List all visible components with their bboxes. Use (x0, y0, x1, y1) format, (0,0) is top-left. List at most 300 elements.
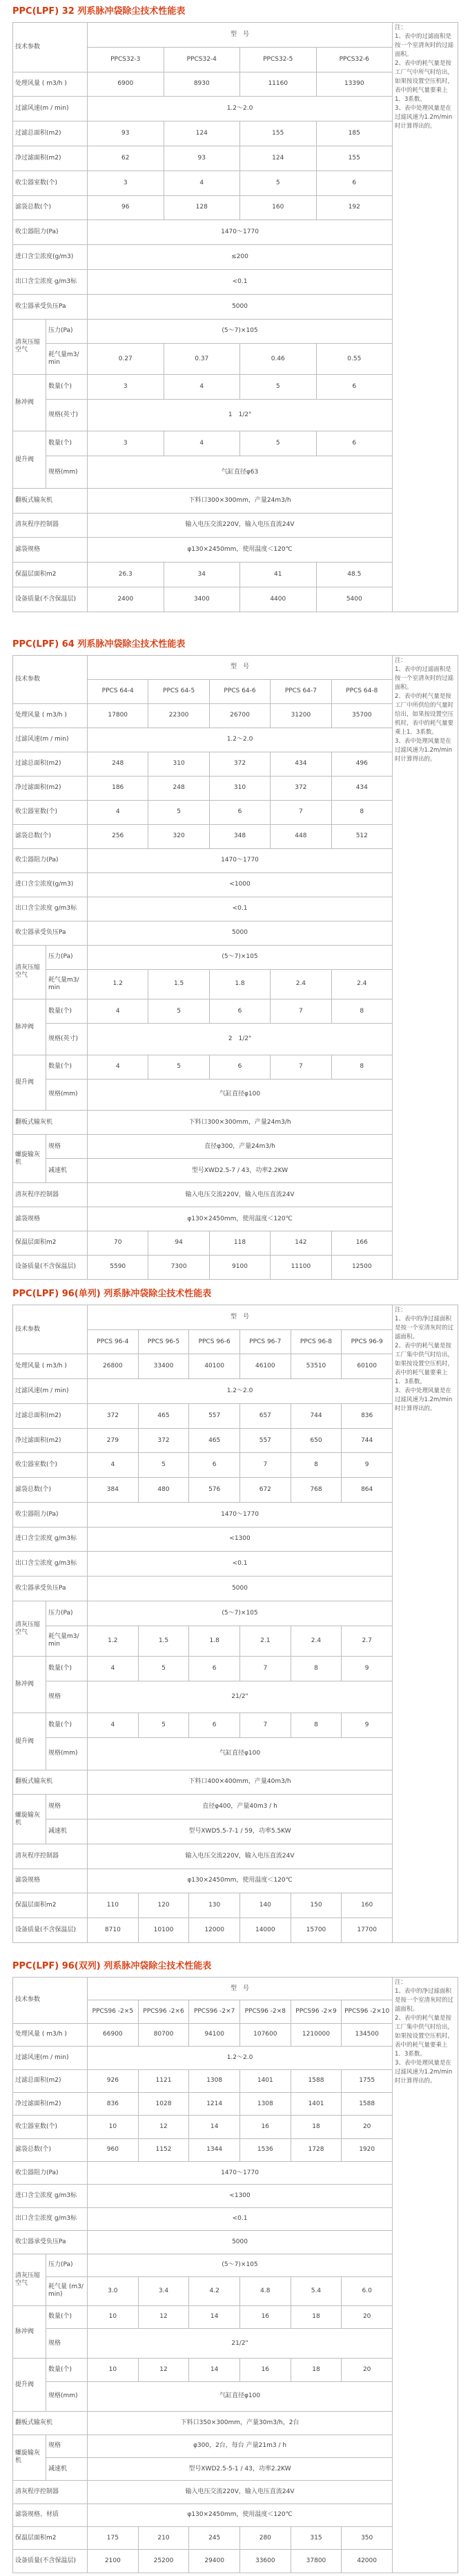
spanning-value: <0.1 (88, 2207, 393, 2230)
model-name: PPCS32-4 (164, 47, 240, 72)
cell-value: 434 (331, 776, 392, 800)
cell-value: 10100 (138, 1918, 189, 1943)
cell-value: 836 (342, 1403, 393, 1428)
table-row (13, 2254, 458, 2276)
sub-label: 数量(个) (46, 2359, 88, 2381)
sub-label: 规格 (46, 1681, 88, 1713)
spanning-value: 1.2～2.0 (88, 728, 393, 752)
cell-value: 35700 (331, 703, 392, 728)
row-label: 滤袋总数(个) (13, 824, 88, 848)
cell-value: 310 (209, 776, 270, 800)
group-label: 螺旋输灰机 (13, 2434, 46, 2481)
model-name: PPCS 64-7 (271, 679, 331, 703)
cell-value: 5 (148, 800, 209, 824)
cell-value: 8 (331, 800, 392, 824)
cell-value: 12500 (331, 1255, 392, 1279)
sub-label: 耗气量m3/min (46, 969, 88, 999)
cell-value: 384 (88, 1478, 139, 1503)
cell-value: 34 (164, 563, 240, 587)
row-label: 保温层面积m2 (13, 563, 88, 587)
cell-value: 10 (88, 2305, 139, 2328)
cell-value: 836 (88, 2092, 139, 2115)
cell-value: 3 (88, 375, 164, 400)
cell-value: 12000 (189, 1918, 240, 1943)
table-row (13, 1183, 458, 1207)
group-label: 螺旋输灰机 (13, 1795, 46, 1844)
spanning-value: 下料口300×300mm，产量24m3/h (88, 1111, 393, 1135)
cell-value: 3 (88, 431, 164, 456)
spanning-value: <0.1 (88, 1552, 393, 1577)
cell-value: 1214 (189, 2092, 240, 2115)
table-row (13, 2412, 458, 2434)
cell-value: 4.2 (189, 2276, 240, 2305)
cell-value: 10 (88, 2359, 139, 2381)
cell-value: 8 (291, 1713, 342, 1738)
cell-value: 9 (342, 1453, 393, 1478)
cell-value: 4 (88, 1713, 139, 1738)
row-label: 翻板式输灰机 (13, 2412, 88, 2434)
cell-value: 1588 (291, 2069, 342, 2092)
param-header: 技术参数 (13, 656, 88, 704)
model-name: PPCS96 -2×9 (291, 2000, 342, 2023)
spanning-value: (5～7)×105 (88, 1601, 393, 1626)
cell-value: 17700 (342, 1918, 393, 1943)
spec-section (12, 638, 458, 1280)
spanning-value: 气缸直径φ100 (88, 1738, 393, 1770)
cell-value: 496 (331, 752, 392, 776)
param-header: 技术参数 (13, 1305, 88, 1354)
table-row (13, 2434, 458, 2457)
row-label: 净过滤面积(m2) (13, 146, 88, 170)
model-name: PPCS 96-7 (239, 1329, 291, 1354)
spanning-value: φ130×2450mm，使用温度＜120℃ (88, 1207, 393, 1231)
cell-value: 70 (88, 1231, 148, 1255)
cell-value: 42000 (342, 2550, 393, 2573)
notes-cell (393, 1978, 458, 2573)
cell-value: 6 (189, 1657, 240, 1681)
row-label: 收尘器承受负压Pa (13, 2231, 88, 2254)
cell-value: 5.4 (291, 2276, 342, 2305)
spanning-value: 下料口350×300mm，产量30m3/h，2台 (88, 2412, 393, 2434)
table-row (13, 2381, 458, 2411)
table-row (13, 2047, 458, 2069)
group-label: 清灰压缩空气 (13, 1601, 46, 1656)
cell-value: 926 (88, 2069, 139, 2092)
table-row (13, 2069, 458, 2092)
notes-cell (393, 656, 458, 1280)
row-label: 收尘器室数(个) (13, 1453, 88, 1478)
spanning-value: 2 1/2" (88, 1024, 393, 1055)
cell-value: 22300 (148, 703, 209, 728)
cell-value: 11100 (271, 1255, 331, 1279)
table-row (13, 146, 458, 170)
row-label: 出口含尘浓度 g/m3标 (13, 897, 88, 921)
row-label: 设备质量(不含保温层) (13, 1255, 88, 1279)
spec-table (12, 1977, 458, 2573)
cell-value: 1210000 (291, 2023, 342, 2046)
table-row (13, 1552, 458, 1577)
table-row (13, 752, 458, 776)
sub-label: 数量(个) (46, 1713, 88, 1738)
cell-value: 62 (88, 146, 164, 170)
section-title: PPC(LPF) 64 列系脉冲袋除尘技术性能表 (12, 639, 186, 650)
sub-label: 数量(个) (46, 431, 88, 456)
sub-label: 压力(Pa) (46, 319, 88, 344)
row-label: 净过滤面积(m2) (13, 1428, 88, 1453)
header-row (13, 1978, 458, 2000)
table-row (13, 2023, 458, 2046)
cell-value: 33400 (138, 1354, 189, 1379)
spec-table (12, 22, 458, 612)
cell-value: 140 (239, 1893, 291, 1918)
cell-value: 110 (88, 1893, 139, 1918)
table-row (13, 2138, 458, 2161)
row-label: 收尘器阻力(Pa) (13, 220, 88, 245)
sub-label: 规格 (46, 1135, 88, 1159)
spanning-value: 5000 (88, 1577, 393, 1601)
cell-value: 744 (291, 1403, 342, 1428)
spanning-value: 21/2" (88, 1681, 393, 1713)
table-row (13, 245, 458, 270)
spanning-value: 直径φ300，产量24m3/h (88, 1135, 393, 1159)
sub-label: 规格 (46, 2328, 88, 2358)
cell-value: 6 (209, 800, 270, 824)
cell-value: 7 (271, 800, 331, 824)
table-row (13, 1868, 458, 1893)
cell-value: 128 (164, 195, 240, 220)
row-label: 净过滤面积(m2) (13, 2092, 88, 2115)
cell-value: 672 (239, 1478, 291, 1503)
cell-value: 348 (209, 824, 270, 848)
cell-value: 372 (209, 752, 270, 776)
cell-value: 5 (240, 431, 317, 456)
table-row (13, 969, 458, 999)
cell-value: 66900 (88, 2023, 139, 2046)
cell-value: 960 (88, 2138, 139, 2161)
cell-value: 1121 (138, 2069, 189, 2092)
group-label: 脉冲阀 (13, 375, 46, 431)
cell-value: 26800 (88, 1354, 139, 1379)
spanning-value: 1 1/2" (88, 399, 393, 431)
group-label: 提升阀 (13, 1713, 46, 1770)
cell-value: 9 (342, 1657, 393, 1681)
table-row (13, 220, 458, 245)
spanning-value: <0.1 (88, 897, 393, 921)
cell-value: 5 (138, 1453, 189, 1478)
table-row (13, 2328, 458, 2358)
cell-value: 12 (138, 2359, 189, 2381)
table-row (13, 728, 458, 752)
cell-value: 160 (240, 195, 317, 220)
cell-value: 175 (88, 2527, 139, 2550)
model-name: PPCS32-5 (240, 47, 317, 72)
cell-value: 10 (88, 2116, 139, 2138)
table-row (13, 195, 458, 220)
table-row (13, 1819, 458, 1844)
table-row (13, 1379, 458, 1404)
cell-value: 465 (138, 1403, 189, 1428)
cell-value: 13390 (316, 72, 393, 97)
sub-label: 数量(个) (46, 1055, 88, 1079)
model-name: PPCS 64-5 (148, 679, 209, 703)
param-header: 技术参数 (13, 1978, 88, 2024)
model-name: PPCS32-6 (316, 47, 393, 72)
model-name: PPCS 96-9 (342, 1329, 393, 1354)
cell-value: 185 (316, 121, 393, 146)
table-row (13, 1231, 458, 1255)
cell-value: 2.4 (331, 969, 392, 999)
cell-value: 3400 (164, 587, 240, 612)
table-row (13, 1478, 458, 1503)
cell-value: 5 (240, 375, 317, 400)
row-label: 翻板式输灰机 (13, 1770, 88, 1795)
table-row (13, 431, 458, 456)
cell-value: 3 (88, 170, 164, 195)
cell-value: 46100 (239, 1354, 291, 1379)
table-row (13, 2527, 458, 2550)
cell-value: 1308 (189, 2069, 240, 2092)
sub-label: 减速机 (46, 1159, 88, 1183)
cell-value: 2.4 (291, 1626, 342, 1657)
row-label: 设备质量(不含保温层) (13, 1918, 88, 1943)
cell-value: 1728 (291, 2138, 342, 2161)
sub-label: 数量(个) (46, 1657, 88, 1681)
spanning-value: 输入电压交流220V，输入电压直流24V (88, 2481, 393, 2504)
cell-value: 9 (342, 1713, 393, 1738)
cell-value: 8 (291, 1453, 342, 1478)
spanning-value: <1000 (88, 872, 393, 897)
row-label: 收尘器阻力(Pa) (13, 2162, 88, 2185)
sub-label: 规格(mm) (46, 1079, 88, 1110)
cell-value: 6900 (88, 72, 164, 97)
model-name: PPCS 64-8 (331, 679, 392, 703)
cell-value: 8 (291, 1657, 342, 1681)
model-header: 型 号 (88, 656, 393, 680)
spanning-value: 直径φ400，产量40m3 / h (88, 1795, 393, 1819)
row-label: 进口含尘浓度 g/m3标 (13, 1527, 88, 1552)
table-row (13, 800, 458, 824)
table-row (13, 2457, 458, 2480)
cell-value: 16 (239, 2359, 291, 2381)
cell-value: 4 (88, 800, 148, 824)
cell-value: 16 (239, 2305, 291, 2328)
spanning-value: 气缸直径φ100 (88, 2381, 393, 2411)
row-label: 处理风量 ( m3/h ) (13, 72, 88, 97)
cell-value: 1.2 (88, 1626, 139, 1657)
cell-value: 256 (88, 824, 148, 848)
cell-value: 20 (342, 2359, 393, 2381)
cell-value: 5590 (88, 1255, 148, 1279)
cell-value: 5 (148, 999, 209, 1024)
cell-value: 93 (88, 121, 164, 146)
row-label: 保温层面积m2 (13, 2527, 88, 2550)
cell-value: 248 (88, 752, 148, 776)
table-row (13, 344, 458, 375)
notes-title: 注： (395, 1307, 407, 1314)
cell-value: 4 (164, 431, 240, 456)
spanning-value: 输入电压交流220V，输入电压直流24V (88, 1844, 393, 1868)
model-name: PPCS96 -2×5 (88, 2000, 139, 2023)
sub-label: 数量(个) (46, 999, 88, 1024)
table-row (13, 945, 458, 969)
table-row (13, 1738, 458, 1770)
section-title: PPC(LPF) 96(单列) 列系脉冲袋除尘技术性能表 (12, 1289, 212, 1299)
cell-value: 0.37 (164, 344, 240, 375)
row-label: 处理风量 ( m3/h ) (13, 703, 88, 728)
cell-value: 248 (148, 776, 209, 800)
table-row (13, 2231, 458, 2254)
table-row (13, 1403, 458, 1428)
cell-value: 118 (209, 1231, 270, 1255)
spanning-value: 1470～1770 (88, 220, 393, 245)
header-row (13, 656, 458, 680)
row-label: 出口含尘浓度 g/m3标 (13, 1552, 88, 1577)
cell-value: 1.8 (189, 1626, 240, 1657)
cell-value: 768 (291, 1478, 342, 1503)
spanning-value: <1300 (88, 1527, 393, 1552)
table-row (13, 1770, 458, 1795)
row-label: 进口含尘浓度(g/m3) (13, 872, 88, 897)
cell-value: 33600 (239, 2550, 291, 2573)
table-row (13, 2359, 458, 2381)
cell-value: 26.3 (88, 563, 164, 587)
model-name: PPCS96 -2×10 (342, 2000, 393, 2023)
cell-value: 1.8 (209, 969, 270, 999)
sub-label: 规格(mm) (46, 456, 88, 489)
group-label: 脉冲阀 (13, 2305, 46, 2359)
cell-value: 29400 (189, 2550, 240, 2573)
notes-title: 注： (395, 1979, 407, 1986)
cell-value: 4400 (240, 587, 317, 612)
table-row (13, 121, 458, 146)
table-row (13, 488, 458, 513)
cell-value: 6 (189, 1713, 240, 1738)
table-row (13, 1681, 458, 1713)
cell-value: 2.1 (239, 1626, 291, 1657)
cell-value: 9100 (209, 1255, 270, 1279)
spanning-value: 下料口300×300mm，产量24m3/h (88, 488, 393, 513)
cell-value: 6 (316, 170, 393, 195)
row-label: 清灰程序控制器 (13, 513, 88, 538)
row-label: 过滤风速(m / min) (13, 1379, 88, 1404)
spanning-value: 1470～1770 (88, 1502, 393, 1527)
cell-value: 7 (239, 1453, 291, 1478)
cell-value: 12 (138, 2116, 189, 2138)
row-label: 收尘器室数(个) (13, 170, 88, 195)
cell-value: 0.46 (240, 344, 317, 375)
table-row (13, 456, 458, 489)
cell-value: 25200 (138, 2550, 189, 2573)
cell-value: 245 (189, 2527, 240, 2550)
cell-value: 2.4 (271, 969, 331, 999)
notes-body: 1、表中的净过滤面积是按一个室清灰时的过滤面积。 2、表中的耗气量是按工厂集中供气时给出，如果按设置空压机时，表中的耗气量要乘上1．3系数。 3、表中处理风量是在过滤风速为1.2m/min时计算得出的。 (395, 1988, 454, 2085)
spec-section (12, 6, 458, 612)
cell-value: 1152 (138, 2138, 189, 2161)
cell-value: 1536 (239, 2138, 291, 2161)
sub-label: 规格(英寸) (46, 399, 88, 431)
cell-value: 5 (240, 170, 317, 195)
spanning-value: 1470～1770 (88, 848, 393, 872)
model-header: 型 号 (88, 1978, 393, 2000)
spanning-value: <0.1 (88, 269, 393, 294)
table-row (13, 1577, 458, 1601)
sub-label: 规格(mm) (46, 1738, 88, 1770)
cell-value: 1.5 (148, 969, 209, 999)
cell-value: 20 (342, 2305, 393, 2328)
cell-value: 8 (331, 999, 392, 1024)
notes-body: 1、表中的过滤面积是按一个室清灰时的过滤面积。 2、表中的耗气量是按工厂中所供给的气量时给出，如果按设置空压机时，表中的耗气量要乘上1．3系数。 3、表中处理风量是在过滤风速为1.2m/min时计算得出的。 (395, 666, 454, 763)
cell-value: 166 (331, 1231, 392, 1255)
cell-value: 11160 (240, 72, 317, 97)
table-row (13, 375, 458, 400)
cell-value: 434 (271, 752, 331, 776)
cell-value: 8710 (88, 1918, 139, 1943)
cell-value: 6 (316, 375, 393, 400)
table-row (13, 2276, 458, 2305)
cell-value: 5400 (316, 587, 393, 612)
section-title: PPC(LPF) 32 列系脉冲袋除尘技术性能表 (12, 6, 186, 17)
cell-value: 192 (316, 195, 393, 220)
cell-value: 107600 (239, 2023, 291, 2046)
row-label: 翻板式输灰机 (13, 1111, 88, 1135)
cell-value: 134500 (342, 2023, 393, 2046)
table-row (13, 921, 458, 945)
spec-section (12, 1288, 458, 1943)
cell-value: 18 (291, 2305, 342, 2328)
cell-value: 315 (291, 2527, 342, 2550)
row-label: 保温层面积m2 (13, 1893, 88, 1918)
cell-value: 14 (189, 2359, 240, 2381)
cell-value: 4 (88, 1657, 139, 1681)
sub-label: 减速机 (46, 1819, 88, 1844)
table-row (13, 1024, 458, 1055)
cell-value: 12 (138, 2305, 189, 2328)
table-row (13, 2162, 458, 2185)
cell-value: 40100 (189, 1354, 240, 1379)
table-row (13, 1918, 458, 1943)
cell-value: 26700 (209, 703, 270, 728)
row-label: 处理风量 ( m3/h ) (13, 2023, 88, 2046)
cell-value: 6.0 (342, 2276, 393, 2305)
row-label: 出口含尘浓度 g/m3标 (13, 2207, 88, 2230)
cell-value: 142 (271, 1231, 331, 1255)
cell-value: 31200 (271, 703, 331, 728)
cell-value: 6 (209, 999, 270, 1024)
notes-body: 1、表中的过滤面积是按一个室清灰时的过滤面积。 2、表中的耗气量是按工厂气中所气时给出，如果按设置空压机时，表中的耗气量要乘上1．3系数。 3、表中处理风量是在过滤风速为1.2m/min时计算得出的。 (395, 33, 454, 130)
cell-value: 576 (189, 1478, 240, 1503)
table-row (13, 1795, 458, 1819)
cell-value: 557 (239, 1428, 291, 1453)
section-title: PPC(LPF) 96(双列) 列系脉冲袋除尘技术性能表 (12, 1961, 212, 1971)
row-label: 收尘器承受负压Pa (13, 1577, 88, 1601)
sub-label: 耗气量 (m3/min) (46, 2276, 88, 2305)
cell-value: 279 (88, 1428, 139, 1453)
table-row (13, 170, 458, 195)
cell-value: 130 (189, 1893, 240, 1918)
cell-value: 210 (138, 2527, 189, 2550)
cell-value: 96 (88, 195, 164, 220)
cell-value: 448 (271, 824, 331, 848)
row-label: 收尘器室数(个) (13, 800, 88, 824)
cell-value: 1401 (239, 2069, 291, 2092)
spanning-value: 型号XWD5.5-7-1 / 59，功率5.5KW (88, 1819, 393, 1844)
cell-value: 7 (271, 999, 331, 1024)
cell-value: 7300 (148, 1255, 209, 1279)
spanning-value: 21/2" (88, 2328, 393, 2358)
spec-section (12, 1960, 458, 2573)
row-label: 进口含尘浓度(g/m3) (13, 245, 88, 270)
table-row (13, 2481, 458, 2504)
